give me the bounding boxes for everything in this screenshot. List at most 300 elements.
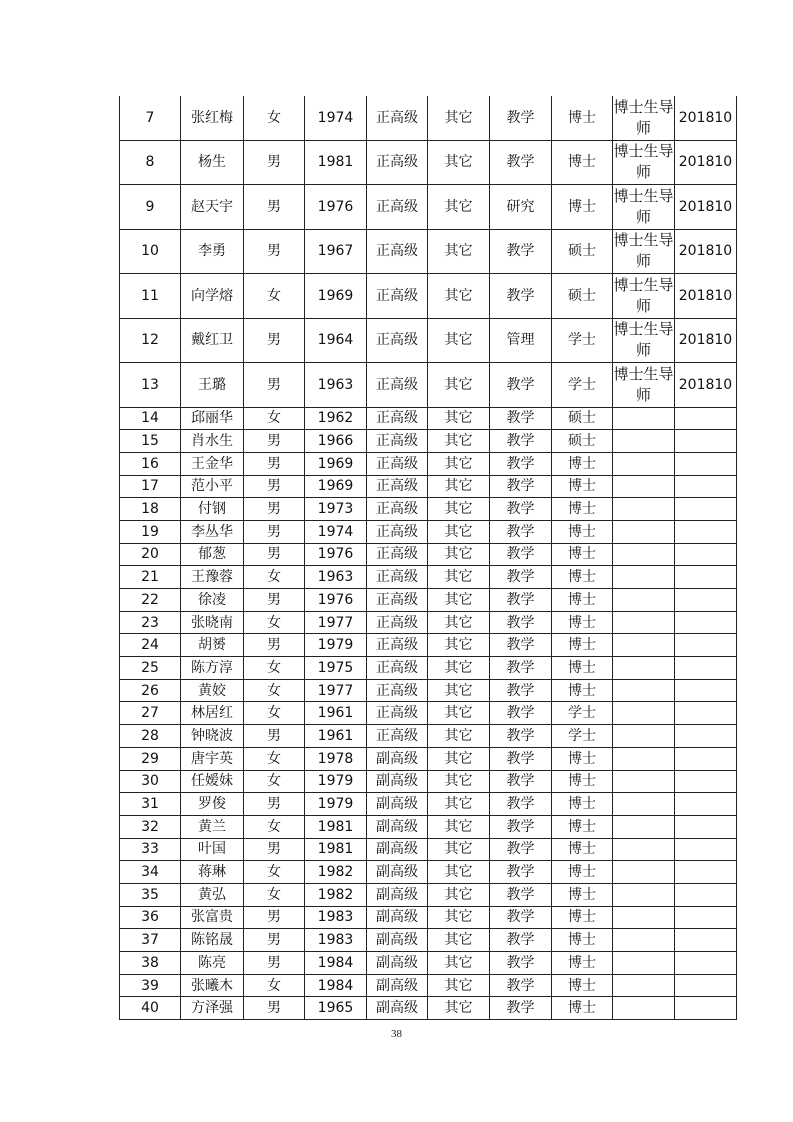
- category-cell: 其它: [428, 770, 490, 793]
- row-number-cell: 18: [120, 498, 181, 521]
- name-cell: 黄兰: [181, 815, 244, 838]
- category-cell: 其它: [428, 229, 490, 274]
- row-number-cell: 22: [120, 589, 181, 612]
- name-cell: 赵天宇: [181, 185, 244, 230]
- professional-title-cell: 副高级: [367, 883, 428, 906]
- date-cell: [675, 634, 737, 657]
- degree-cell: 博士: [552, 140, 613, 185]
- professional-title-cell: 正高级: [367, 679, 428, 702]
- name-cell: 钟晓波: [181, 725, 244, 748]
- name-cell: 王璐: [181, 363, 244, 408]
- name-cell: 肖水生: [181, 430, 244, 453]
- supervisor-type-cell: [613, 906, 675, 929]
- gender-cell: 男: [244, 520, 305, 543]
- row-number-cell: 27: [120, 702, 181, 725]
- category-cell: 其它: [428, 96, 490, 140]
- birth-year-cell: 1982: [305, 883, 367, 906]
- date-cell: [675, 702, 737, 725]
- table-row: [120, 318, 737, 363]
- date-cell: 201810: [675, 140, 737, 185]
- supervisor-type-cell: 博士生导师: [613, 274, 675, 319]
- table-row: [120, 520, 737, 543]
- staff-table: [119, 96, 737, 1020]
- date-cell: [675, 430, 737, 453]
- category-cell: 其它: [428, 589, 490, 612]
- gender-cell: 女: [244, 407, 305, 430]
- category-cell: 其它: [428, 747, 490, 770]
- supervisor-type-cell: [613, 702, 675, 725]
- name-cell: 林居红: [181, 702, 244, 725]
- professional-title-cell: 正高级: [367, 140, 428, 185]
- table-row: [120, 498, 737, 521]
- date-cell: [675, 929, 737, 952]
- row-number-cell: 26: [120, 679, 181, 702]
- table-row: [120, 452, 737, 475]
- page-number: 38: [391, 1028, 402, 1040]
- table-row: [120, 566, 737, 589]
- name-cell: 叶国: [181, 838, 244, 861]
- job-type-cell: 教学: [490, 974, 552, 997]
- category-cell: 其它: [428, 430, 490, 453]
- table-row: [120, 657, 737, 680]
- name-cell: 黄姣: [181, 679, 244, 702]
- table-row: [120, 906, 737, 929]
- row-number-cell: 39: [120, 974, 181, 997]
- birth-year-cell: 1967: [305, 229, 367, 274]
- birth-year-cell: 1969: [305, 475, 367, 498]
- supervisor-type-cell: 博士生导师: [613, 96, 675, 140]
- supervisor-type-cell: [613, 974, 675, 997]
- birth-year-cell: 1976: [305, 543, 367, 566]
- name-cell: 戴红卫: [181, 318, 244, 363]
- professional-title-cell: 正高级: [367, 725, 428, 748]
- table-row: [120, 475, 737, 498]
- row-number-cell: 33: [120, 838, 181, 861]
- degree-cell: 博士: [552, 770, 613, 793]
- degree-cell: 博士: [552, 543, 613, 566]
- category-cell: 其它: [428, 140, 490, 185]
- birth-year-cell: 1982: [305, 861, 367, 884]
- table-row: [120, 770, 737, 793]
- job-type-cell: 教学: [490, 861, 552, 884]
- gender-cell: 男: [244, 140, 305, 185]
- name-cell: 黄弘: [181, 883, 244, 906]
- row-number-cell: 25: [120, 657, 181, 680]
- category-cell: 其它: [428, 815, 490, 838]
- category-cell: 其它: [428, 861, 490, 884]
- date-cell: [675, 906, 737, 929]
- job-type-cell: 研究: [490, 185, 552, 230]
- degree-cell: 博士: [552, 838, 613, 861]
- category-cell: 其它: [428, 475, 490, 498]
- birth-year-cell: 1961: [305, 725, 367, 748]
- name-cell: 任嫒妹: [181, 770, 244, 793]
- professional-title-cell: 正高级: [367, 363, 428, 408]
- table-row: [120, 929, 737, 952]
- gender-cell: 男: [244, 543, 305, 566]
- table-row: [120, 793, 737, 816]
- table-row: [120, 883, 737, 906]
- row-number-cell: 20: [120, 543, 181, 566]
- row-number-cell: 13: [120, 363, 181, 408]
- job-type-cell: 教学: [490, 657, 552, 680]
- birth-year-cell: 1965: [305, 997, 367, 1020]
- degree-cell: 学士: [552, 318, 613, 363]
- date-cell: [675, 883, 737, 906]
- category-cell: 其它: [428, 679, 490, 702]
- row-number-cell: 36: [120, 906, 181, 929]
- degree-cell: 博士: [552, 566, 613, 589]
- degree-cell: 博士: [552, 611, 613, 634]
- gender-cell: 男: [244, 430, 305, 453]
- professional-title-cell: 副高级: [367, 952, 428, 975]
- birth-year-cell: 1963: [305, 363, 367, 408]
- supervisor-type-cell: [613, 611, 675, 634]
- gender-cell: 男: [244, 185, 305, 230]
- supervisor-type-cell: [613, 589, 675, 612]
- birth-year-cell: 1961: [305, 702, 367, 725]
- professional-title-cell: 正高级: [367, 543, 428, 566]
- name-cell: 杨生: [181, 140, 244, 185]
- degree-cell: 博士: [552, 974, 613, 997]
- date-cell: [675, 747, 737, 770]
- date-cell: [675, 952, 737, 975]
- gender-cell: 男: [244, 906, 305, 929]
- category-cell: 其它: [428, 883, 490, 906]
- degree-cell: 学士: [552, 725, 613, 748]
- supervisor-type-cell: 博士生导师: [613, 185, 675, 230]
- row-number-cell: 28: [120, 725, 181, 748]
- birth-year-cell: 1983: [305, 929, 367, 952]
- category-cell: 其它: [428, 452, 490, 475]
- degree-cell: 硕士: [552, 229, 613, 274]
- category-cell: 其它: [428, 407, 490, 430]
- professional-title-cell: 正高级: [367, 274, 428, 319]
- degree-cell: 博士: [552, 997, 613, 1020]
- birth-year-cell: 1975: [305, 657, 367, 680]
- degree-cell: 博士: [552, 185, 613, 230]
- table-row: [120, 861, 737, 884]
- row-number-cell: 24: [120, 634, 181, 657]
- supervisor-type-cell: [613, 929, 675, 952]
- gender-cell: 男: [244, 229, 305, 274]
- degree-cell: 博士: [552, 96, 613, 140]
- category-cell: 其它: [428, 657, 490, 680]
- date-cell: [675, 498, 737, 521]
- name-cell: 付钢: [181, 498, 244, 521]
- gender-cell: 女: [244, 747, 305, 770]
- table-row: [120, 229, 737, 274]
- professional-title-cell: 副高级: [367, 929, 428, 952]
- row-number-cell: 10: [120, 229, 181, 274]
- row-number-cell: 35: [120, 883, 181, 906]
- name-cell: 邱丽华: [181, 407, 244, 430]
- name-cell: 张晓南: [181, 611, 244, 634]
- degree-cell: 博士: [552, 861, 613, 884]
- birth-year-cell: 1984: [305, 974, 367, 997]
- gender-cell: 男: [244, 318, 305, 363]
- job-type-cell: 教学: [490, 543, 552, 566]
- job-type-cell: 教学: [490, 679, 552, 702]
- professional-title-cell: 正高级: [367, 589, 428, 612]
- table-row: [120, 815, 737, 838]
- degree-cell: 博士: [552, 634, 613, 657]
- job-type-cell: 教学: [490, 838, 552, 861]
- job-type-cell: 教学: [490, 452, 552, 475]
- gender-cell: 男: [244, 838, 305, 861]
- supervisor-type-cell: [613, 793, 675, 816]
- degree-cell: 博士: [552, 793, 613, 816]
- birth-year-cell: 1979: [305, 793, 367, 816]
- supervisor-type-cell: 博士生导师: [613, 140, 675, 185]
- job-type-cell: 教学: [490, 906, 552, 929]
- name-cell: 王金华: [181, 452, 244, 475]
- table-row: [120, 634, 737, 657]
- table-row: [120, 185, 737, 230]
- gender-cell: 男: [244, 997, 305, 1020]
- date-cell: [675, 452, 737, 475]
- row-number-cell: 37: [120, 929, 181, 952]
- professional-title-cell: 正高级: [367, 407, 428, 430]
- job-type-cell: 教学: [490, 363, 552, 408]
- name-cell: 罗俊: [181, 793, 244, 816]
- birth-year-cell: 1973: [305, 498, 367, 521]
- supervisor-type-cell: [613, 520, 675, 543]
- supervisor-type-cell: [613, 725, 675, 748]
- degree-cell: 博士: [552, 906, 613, 929]
- date-cell: [675, 679, 737, 702]
- degree-cell: 博士: [552, 929, 613, 952]
- table-row: [120, 274, 737, 319]
- job-type-cell: 教学: [490, 140, 552, 185]
- supervisor-type-cell: 博士生导师: [613, 229, 675, 274]
- row-number-cell: 7: [120, 96, 181, 140]
- degree-cell: 博士: [552, 952, 613, 975]
- job-type-cell: 教学: [490, 815, 552, 838]
- date-cell: [675, 838, 737, 861]
- table-row: [120, 430, 737, 453]
- category-cell: 其它: [428, 363, 490, 408]
- birth-year-cell: 1964: [305, 318, 367, 363]
- category-cell: 其它: [428, 974, 490, 997]
- degree-cell: 硕士: [552, 274, 613, 319]
- professional-title-cell: 副高级: [367, 793, 428, 816]
- name-cell: 张红梅: [181, 96, 244, 140]
- category-cell: 其它: [428, 952, 490, 975]
- supervisor-type-cell: [613, 657, 675, 680]
- supervisor-type-cell: [613, 634, 675, 657]
- row-number-cell: 17: [120, 475, 181, 498]
- gender-cell: 男: [244, 793, 305, 816]
- date-cell: [675, 793, 737, 816]
- degree-cell: 学士: [552, 363, 613, 408]
- row-number-cell: 38: [120, 952, 181, 975]
- birth-year-cell: 1966: [305, 430, 367, 453]
- job-type-cell: 教学: [490, 430, 552, 453]
- professional-title-cell: 正高级: [367, 96, 428, 140]
- row-number-cell: 29: [120, 747, 181, 770]
- table-row: [120, 679, 737, 702]
- gender-cell: 女: [244, 679, 305, 702]
- date-cell: 201810: [675, 185, 737, 230]
- gender-cell: 女: [244, 702, 305, 725]
- professional-title-cell: 正高级: [367, 566, 428, 589]
- supervisor-type-cell: 博士生导师: [613, 363, 675, 408]
- table-row: [120, 702, 737, 725]
- table-row: [120, 140, 737, 185]
- row-number-cell: 40: [120, 997, 181, 1020]
- gender-cell: 男: [244, 589, 305, 612]
- row-number-cell: 32: [120, 815, 181, 838]
- date-cell: [675, 997, 737, 1020]
- professional-title-cell: 正高级: [367, 229, 428, 274]
- birth-year-cell: 1978: [305, 747, 367, 770]
- birth-year-cell: 1983: [305, 906, 367, 929]
- gender-cell: 女: [244, 566, 305, 589]
- gender-cell: 男: [244, 363, 305, 408]
- date-cell: [675, 725, 737, 748]
- birth-year-cell: 1974: [305, 96, 367, 140]
- birth-year-cell: 1963: [305, 566, 367, 589]
- date-cell: [675, 407, 737, 430]
- degree-cell: 博士: [552, 498, 613, 521]
- staff-table-body: [120, 96, 737, 1020]
- row-number-cell: 21: [120, 566, 181, 589]
- category-cell: 其它: [428, 543, 490, 566]
- date-cell: 201810: [675, 363, 737, 408]
- degree-cell: 学士: [552, 702, 613, 725]
- professional-title-cell: 正高级: [367, 634, 428, 657]
- supervisor-type-cell: [613, 861, 675, 884]
- category-cell: 其它: [428, 838, 490, 861]
- row-number-cell: 16: [120, 452, 181, 475]
- professional-title-cell: 副高级: [367, 997, 428, 1020]
- birth-year-cell: 1969: [305, 452, 367, 475]
- gender-cell: 女: [244, 274, 305, 319]
- date-cell: 201810: [675, 318, 737, 363]
- date-cell: [675, 566, 737, 589]
- category-cell: 其它: [428, 498, 490, 521]
- birth-year-cell: 1984: [305, 952, 367, 975]
- row-number-cell: 34: [120, 861, 181, 884]
- job-type-cell: 教学: [490, 566, 552, 589]
- professional-title-cell: 正高级: [367, 452, 428, 475]
- supervisor-type-cell: [613, 566, 675, 589]
- professional-title-cell: 副高级: [367, 906, 428, 929]
- table-row: [120, 747, 737, 770]
- name-cell: 李勇: [181, 229, 244, 274]
- row-number-cell: 9: [120, 185, 181, 230]
- date-cell: [675, 475, 737, 498]
- job-type-cell: 教学: [490, 793, 552, 816]
- job-type-cell: 教学: [490, 725, 552, 748]
- job-type-cell: 教学: [490, 952, 552, 975]
- supervisor-type-cell: [613, 815, 675, 838]
- supervisor-type-cell: [613, 498, 675, 521]
- professional-title-cell: 正高级: [367, 657, 428, 680]
- category-cell: 其它: [428, 318, 490, 363]
- gender-cell: 女: [244, 883, 305, 906]
- name-cell: 方泽强: [181, 997, 244, 1020]
- job-type-cell: 教学: [490, 997, 552, 1020]
- gender-cell: 男: [244, 929, 305, 952]
- supervisor-type-cell: [613, 747, 675, 770]
- date-cell: [675, 657, 737, 680]
- date-cell: [675, 815, 737, 838]
- birth-year-cell: 1969: [305, 274, 367, 319]
- gender-cell: 女: [244, 815, 305, 838]
- degree-cell: 博士: [552, 679, 613, 702]
- professional-title-cell: 正高级: [367, 185, 428, 230]
- professional-title-cell: 副高级: [367, 838, 428, 861]
- supervisor-type-cell: [613, 838, 675, 861]
- supervisor-type-cell: [613, 770, 675, 793]
- supervisor-type-cell: 博士生导师: [613, 318, 675, 363]
- degree-cell: 博士: [552, 520, 613, 543]
- professional-title-cell: 副高级: [367, 815, 428, 838]
- degree-cell: 硕士: [552, 407, 613, 430]
- job-type-cell: 教学: [490, 634, 552, 657]
- table-row: [120, 543, 737, 566]
- row-number-cell: 30: [120, 770, 181, 793]
- staff-table-container: [119, 96, 736, 1020]
- job-type-cell: 教学: [490, 770, 552, 793]
- category-cell: 其它: [428, 725, 490, 748]
- category-cell: 其它: [428, 929, 490, 952]
- birth-year-cell: 1981: [305, 815, 367, 838]
- job-type-cell: 教学: [490, 229, 552, 274]
- date-cell: [675, 770, 737, 793]
- date-cell: [675, 974, 737, 997]
- degree-cell: 博士: [552, 657, 613, 680]
- job-type-cell: 教学: [490, 611, 552, 634]
- supervisor-type-cell: [613, 543, 675, 566]
- table-row: [120, 952, 737, 975]
- degree-cell: 博士: [552, 747, 613, 770]
- job-type-cell: 教学: [490, 475, 552, 498]
- name-cell: 蒋琳: [181, 861, 244, 884]
- supervisor-type-cell: [613, 883, 675, 906]
- birth-year-cell: 1962: [305, 407, 367, 430]
- row-number-cell: 31: [120, 793, 181, 816]
- table-row: [120, 838, 737, 861]
- date-cell: [675, 543, 737, 566]
- gender-cell: 女: [244, 657, 305, 680]
- job-type-cell: 教学: [490, 747, 552, 770]
- row-number-cell: 14: [120, 407, 181, 430]
- date-cell: [675, 861, 737, 884]
- row-number-cell: 15: [120, 430, 181, 453]
- gender-cell: 男: [244, 475, 305, 498]
- name-cell: 陈铭晟: [181, 929, 244, 952]
- job-type-cell: 教学: [490, 407, 552, 430]
- gender-cell: 男: [244, 952, 305, 975]
- category-cell: 其它: [428, 566, 490, 589]
- job-type-cell: 教学: [490, 929, 552, 952]
- name-cell: 张曦木: [181, 974, 244, 997]
- table-row: [120, 974, 737, 997]
- degree-cell: 博士: [552, 815, 613, 838]
- category-cell: 其它: [428, 793, 490, 816]
- birth-year-cell: 1979: [305, 634, 367, 657]
- professional-title-cell: 正高级: [367, 498, 428, 521]
- gender-cell: 女: [244, 96, 305, 140]
- degree-cell: 博士: [552, 883, 613, 906]
- name-cell: 范小平: [181, 475, 244, 498]
- name-cell: 李丛华: [181, 520, 244, 543]
- row-number-cell: 12: [120, 318, 181, 363]
- supervisor-type-cell: [613, 475, 675, 498]
